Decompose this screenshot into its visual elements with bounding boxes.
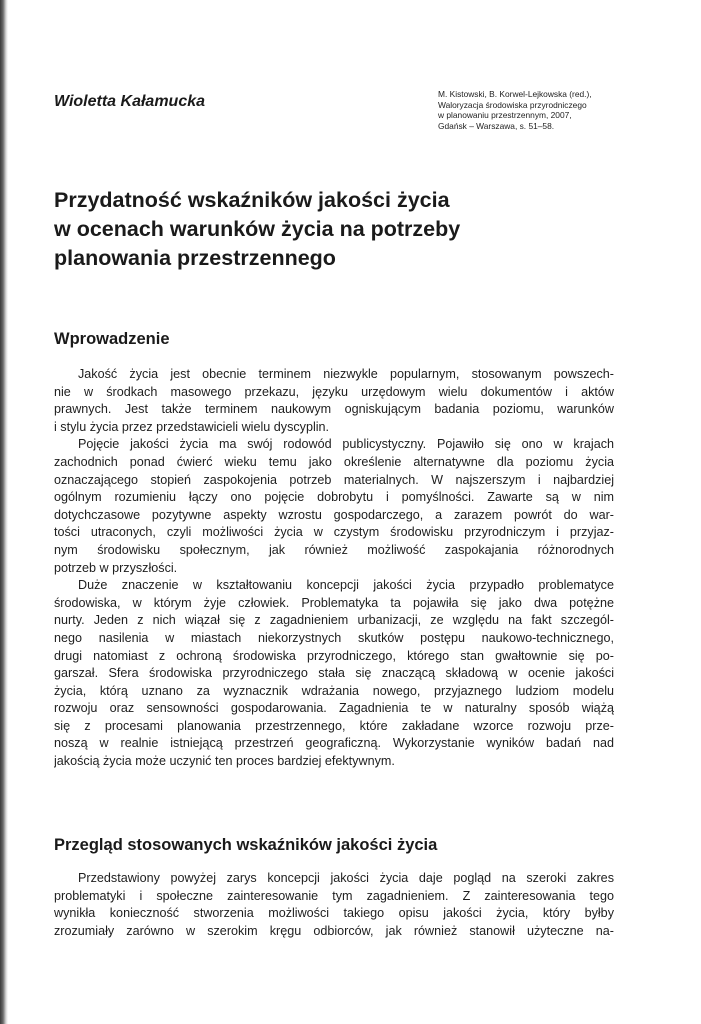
text-line: Jakość życia jest obecnie terminem niezwykle popularnym, stosowanym powszech- — [78, 367, 614, 381]
text-line: tości utraconych, czyli możliwości życia w czystym środowisku przyrodniczym i przyjaz- — [54, 525, 614, 540]
section-body-indicators-review — [54, 870, 614, 940]
text-line: nie w środkach masowego przekazu, języku urzędowym wielu dokumentów i aktów — [54, 384, 614, 399]
text-line: zachodnich ponad ćwierć wieku temu jako określenie alternatywne dla poziomu życia — [54, 454, 614, 469]
article-title — [54, 186, 654, 273]
citation-line: Gdańsk – Warszawa, s. 51–58. — [438, 120, 555, 131]
text-line: nym środowisku społecznym, jak również możliwość zaspokajania różnorodnych — [54, 542, 614, 557]
text-line: oznaczającego stopień zaspokojenia potrzeb materialnych. W najszerszym i najbardziej — [54, 472, 614, 487]
text-line: problematyki i społeczne zainteresowanie tym zagadnieniem. Z zainteresowania tego — [54, 888, 614, 903]
text-line: i stylu życia przez przedstawicieli wielu dyscyplin. — [54, 419, 330, 434]
scan-shadow-edge — [0, 0, 8, 1024]
text-line: środowiska, w którym żyje człowiek. Problematyka ta pojawiła się jako dwa potężne — [54, 595, 614, 610]
text-line: noszą w realnie istniejącą przestrzeń geograficzną. Wykorzystanie wyników badań nad — [54, 736, 614, 751]
citation-line: M. Kistowski, B. Korwel-Lejkowska (red.), — [438, 89, 592, 99]
section-heading-indicators-review: Przegląd stosowanych wskaźników jakości życia — [54, 836, 438, 854]
text-line: zrozumiały zarówno w szerokim kręgu odbiorców, jak również stanowił użyteczne na- — [54, 923, 614, 938]
text-line: garszał. Sfera środowiska przyrodniczego stała się znaczącą składową w ocenie jakości — [54, 666, 614, 681]
text-line: się z procesami planowania przestrzennego, które zakładane wzorce rozwoju prze- — [54, 718, 614, 733]
citation-line: w planowaniu przestrzennym, 2007, — [438, 110, 572, 121]
text-line: Pojęcie jakości życia ma swój rodowód publicystyczny. Pojawiło się ono w krajach — [78, 437, 614, 452]
text-line: dotychczasowe pozytywne aspekty wzrostu gospodarczego, a zarazem powrót do war- — [54, 507, 614, 522]
text-line: rozwoju oraz sensowności gospodarowania. Zagadnienia te w naturalny sposób wiążą — [54, 701, 614, 716]
text-line: wynikła konieczność stworzenia możliwości takiego opisu jakości życia, który byłby — [54, 906, 614, 921]
citation-block — [438, 89, 638, 131]
text-line: Przedstawiony powyżej zarys koncepcji jakości życia daje pogląd na szeroki zakres — [78, 871, 614, 885]
title-line: Przydatność wskaźników jakości życia — [54, 188, 450, 212]
section-body-introduction — [54, 366, 614, 771]
text-line: jakością życia może uczynić ten proces bardziej efektywnym. — [54, 754, 395, 769]
text-line: Duże znaczenie w kształtowaniu koncepcji jakości życia przypadło problematyce — [78, 578, 614, 593]
text-line: nego nasilenia w miastach niekorzystnych skutków postępu naukowo-technicznego, — [54, 630, 614, 645]
text-line: życia, którą uznano za wyznacznik wdrażania nowego, przyjaznego ludziom modelu — [54, 683, 614, 698]
text-line: prawnych. Jest także terminem naukowym ogniskującym badania poziomu, warunków — [54, 402, 614, 417]
text-line: potrzeb w przyszłości. — [54, 560, 178, 575]
text-line: drugi natomiast z ochroną środowiska przyrodniczego, którego stan gwałtownie się po- — [54, 648, 614, 663]
author-name: Wioletta Kałamucka — [54, 93, 206, 110]
title-line: w ocenach warunków życia na potrzeby — [54, 217, 461, 241]
title-line: planowania przestrzennego — [54, 246, 336, 270]
section-heading-introduction: Wprowadzenie — [54, 330, 170, 348]
text-line: nurty. Jeden z nich wiązał się z zagadnieniem urbanizacji, ze względu na fakt szczegól- — [54, 613, 614, 628]
citation-line: Waloryzacja środowiska przyrodniczego — [438, 99, 587, 110]
text-line: ogólnym rozumieniu łączy ono pojęcie dobrobytu i pomyślności. Zawarte są w nim — [54, 490, 614, 505]
